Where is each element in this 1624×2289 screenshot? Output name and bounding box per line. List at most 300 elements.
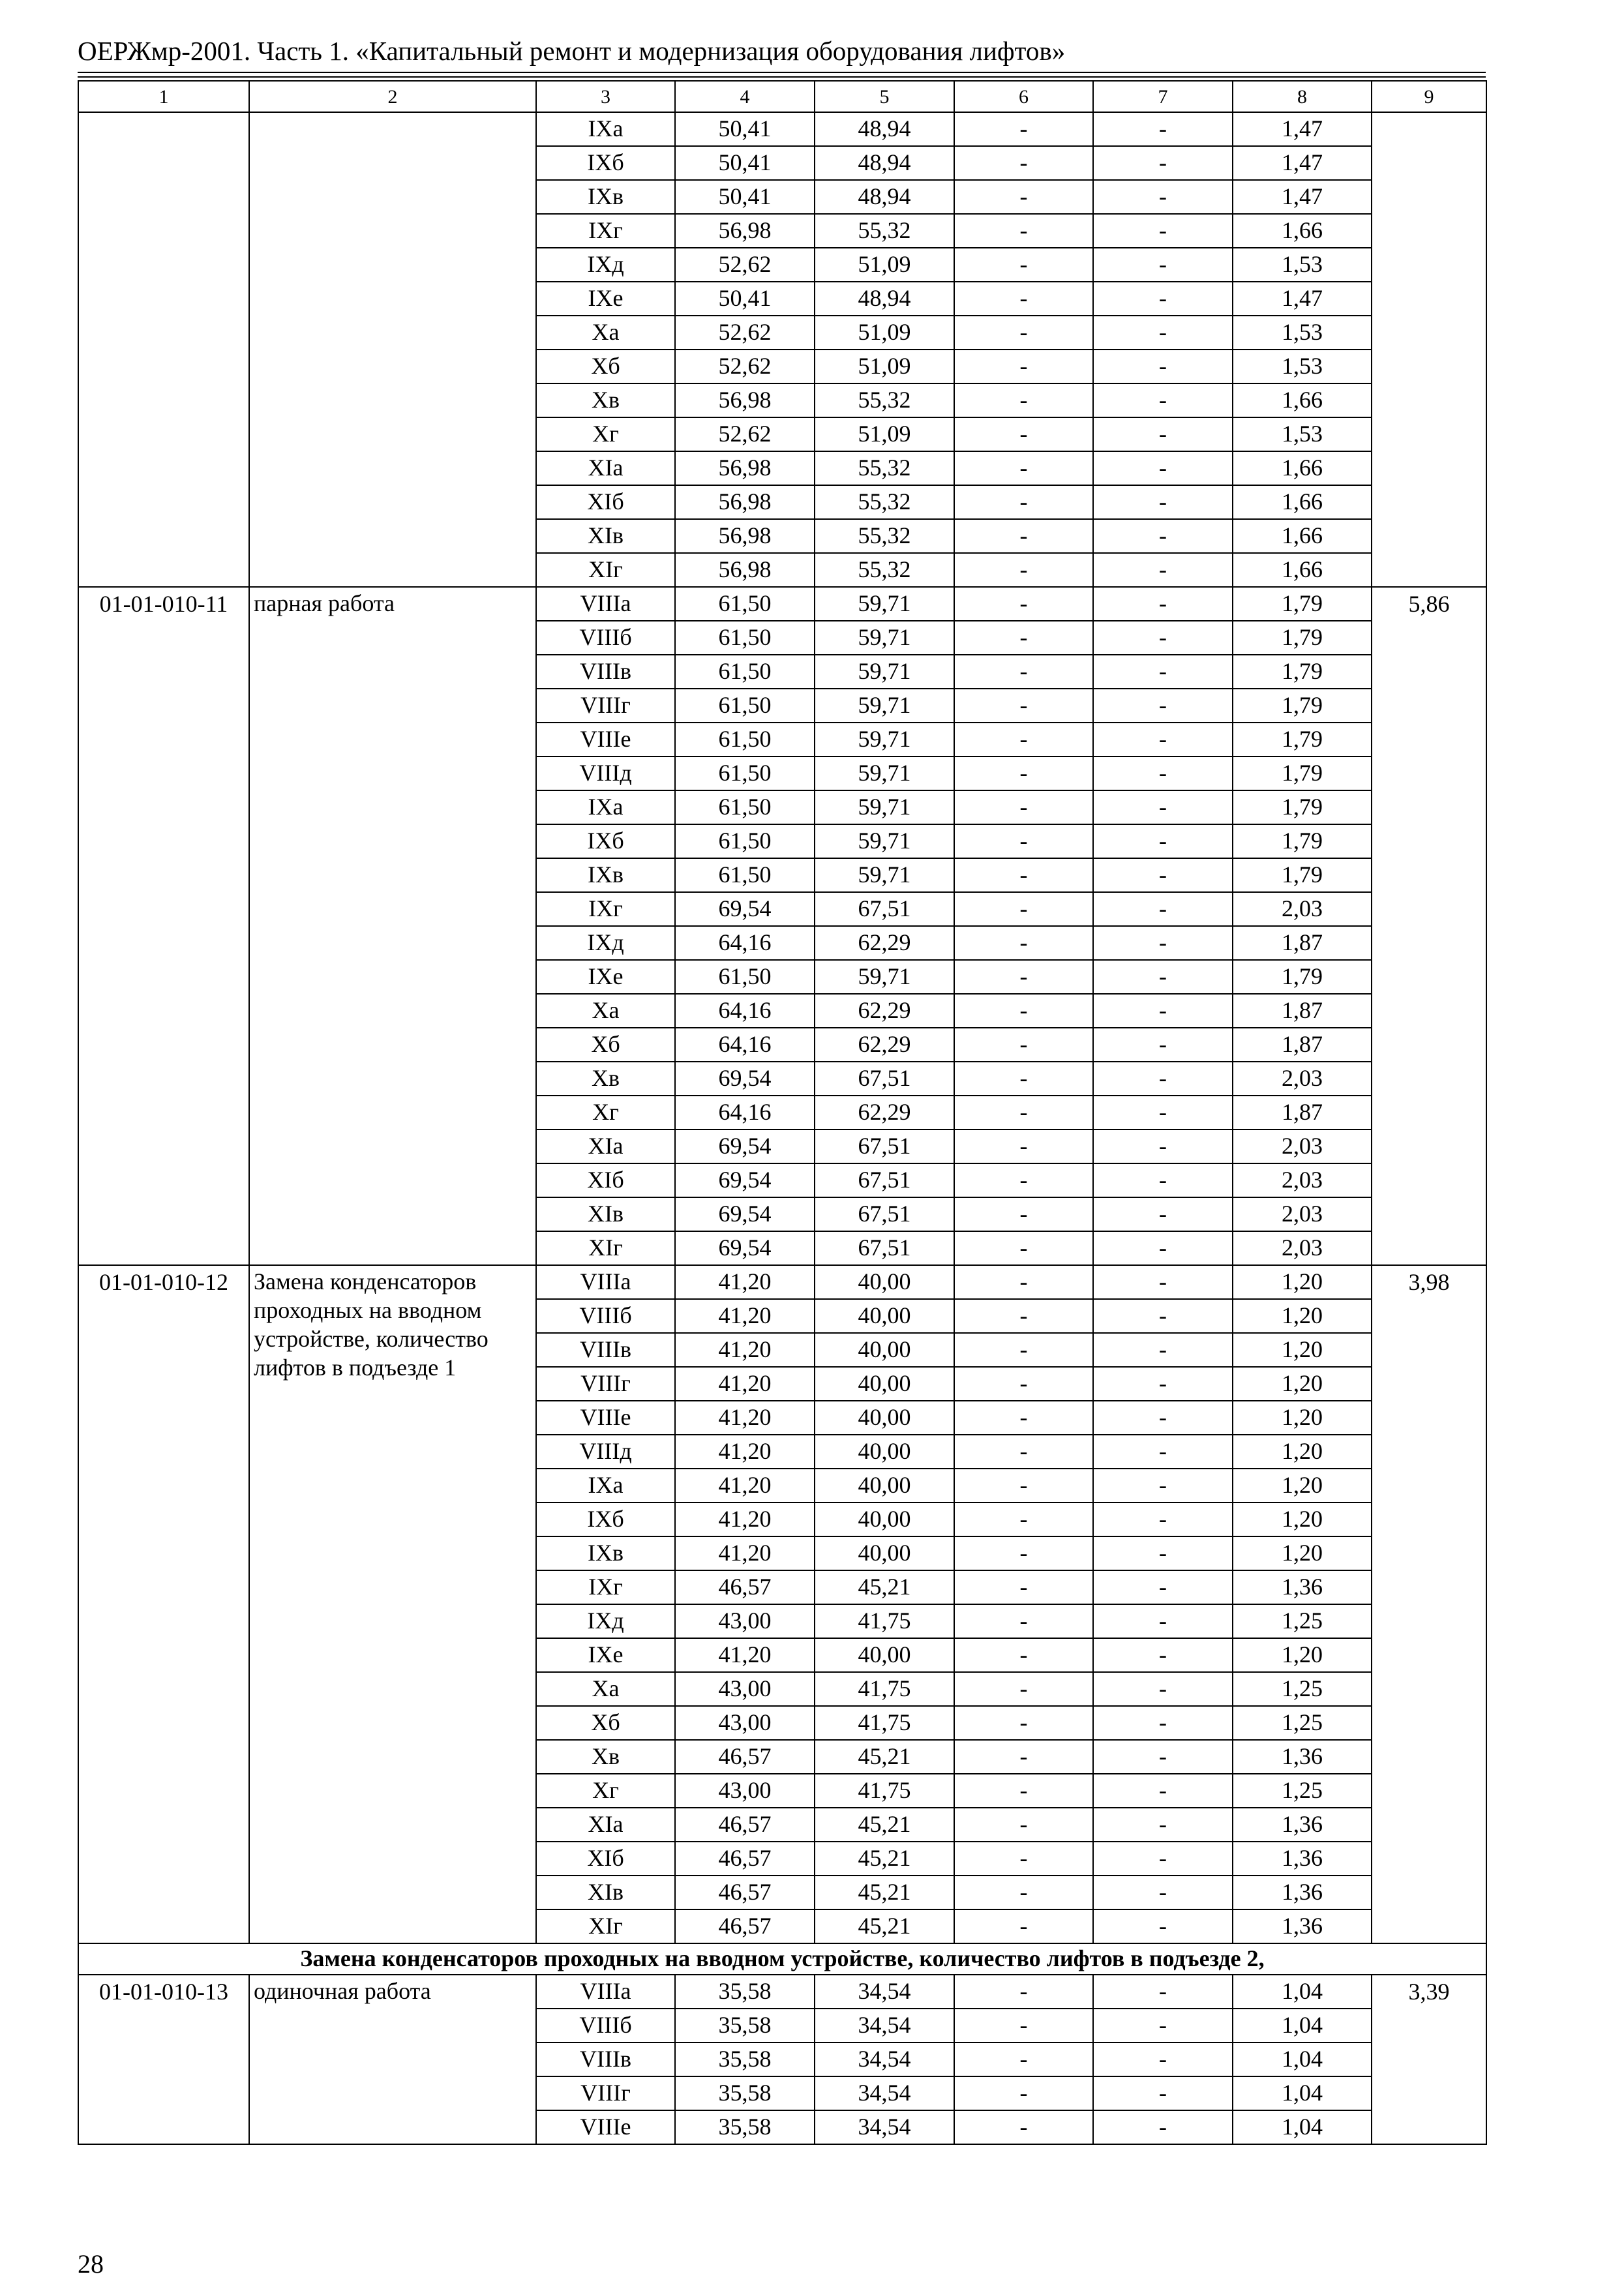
value-col8-cell: 1,66 bbox=[1233, 214, 1372, 248]
value-col6-cell: - bbox=[954, 1503, 1093, 1536]
value-col4-cell: 35,58 bbox=[675, 2110, 815, 2144]
value-col7-cell: - bbox=[1093, 1231, 1233, 1265]
rate-total bbox=[1372, 112, 1486, 587]
rate-total: 3,98 bbox=[1372, 1265, 1486, 1943]
table-row bbox=[78, 1975, 1486, 2009]
value-col4-cell: 69,54 bbox=[675, 1062, 815, 1096]
value-col5-cell: 40,00 bbox=[815, 1299, 954, 1333]
value-col4-cell: 64,16 bbox=[675, 1028, 815, 1062]
value-col8-cell: 1,79 bbox=[1233, 790, 1372, 824]
value-col7-cell: - bbox=[1093, 2076, 1233, 2110]
value-col6-cell: - bbox=[954, 180, 1093, 214]
value-col5-cell: 51,09 bbox=[815, 248, 954, 282]
value-col8-cell: 1,66 bbox=[1233, 451, 1372, 485]
value-col7-cell: - bbox=[1093, 383, 1233, 417]
value-col5-cell: 59,71 bbox=[815, 824, 954, 858]
value-col6-cell: - bbox=[954, 1638, 1093, 1672]
category-cell: VIIIб bbox=[536, 1299, 675, 1333]
column-number: 7 bbox=[1093, 81, 1233, 112]
value-col4-cell: 69,54 bbox=[675, 1231, 815, 1265]
value-col5-cell: 40,00 bbox=[815, 1265, 954, 1299]
category-cell: VIIIа bbox=[536, 1975, 675, 2009]
value-col6-cell: - bbox=[954, 146, 1093, 180]
category-cell: VIIIб bbox=[536, 2009, 675, 2042]
value-col6-cell: - bbox=[954, 824, 1093, 858]
value-col6-cell: - bbox=[954, 1299, 1093, 1333]
value-col5-cell: 62,29 bbox=[815, 1096, 954, 1130]
value-col4-cell: 41,20 bbox=[675, 1401, 815, 1435]
value-col6-cell: - bbox=[954, 485, 1093, 519]
value-col8-cell: 1,47 bbox=[1233, 180, 1372, 214]
rate-description bbox=[249, 112, 536, 587]
value-col5-cell: 67,51 bbox=[815, 1197, 954, 1231]
value-col7-cell: - bbox=[1093, 960, 1233, 994]
value-col6-cell: - bbox=[954, 1028, 1093, 1062]
category-cell: VIIIе bbox=[536, 1401, 675, 1435]
value-col5-cell: 45,21 bbox=[815, 1570, 954, 1604]
category-cell: XIг bbox=[536, 553, 675, 587]
value-col7-cell: - bbox=[1093, 2042, 1233, 2076]
value-col8-cell: 2,03 bbox=[1233, 1197, 1372, 1231]
value-col7-cell: - bbox=[1093, 1909, 1233, 1943]
category-cell: VIIIа bbox=[536, 587, 675, 621]
value-col8-cell: 1,79 bbox=[1233, 587, 1372, 621]
category-cell: VIIIг bbox=[536, 689, 675, 723]
value-col4-cell: 35,58 bbox=[675, 1975, 815, 2009]
value-col6-cell: - bbox=[954, 1435, 1093, 1469]
value-col5-cell: 40,00 bbox=[815, 1333, 954, 1367]
category-cell: IXе bbox=[536, 960, 675, 994]
value-col6-cell: - bbox=[954, 248, 1093, 282]
value-col4-cell: 41,20 bbox=[675, 1638, 815, 1672]
category-cell: VIIIе bbox=[536, 2110, 675, 2144]
column-number: 3 bbox=[536, 81, 675, 112]
rate-code: 01-01-010-11 bbox=[78, 587, 249, 1265]
value-col6-cell: - bbox=[954, 756, 1093, 790]
value-col4-cell: 69,54 bbox=[675, 1130, 815, 1163]
value-col4-cell: 41,20 bbox=[675, 1536, 815, 1570]
value-col7-cell: - bbox=[1093, 451, 1233, 485]
category-cell: VIIIд bbox=[536, 1435, 675, 1469]
value-col5-cell: 48,94 bbox=[815, 282, 954, 316]
value-col5-cell: 34,54 bbox=[815, 2009, 954, 2042]
rate-description: одиночная работа bbox=[249, 1975, 536, 2144]
value-col4-cell: 61,50 bbox=[675, 824, 815, 858]
value-col8-cell: 1,20 bbox=[1233, 1638, 1372, 1672]
value-col8-cell: 1,25 bbox=[1233, 1706, 1372, 1740]
value-col7-cell: - bbox=[1093, 756, 1233, 790]
value-col5-cell: 59,71 bbox=[815, 689, 954, 723]
category-cell: IXг bbox=[536, 892, 675, 926]
category-cell: IXб bbox=[536, 146, 675, 180]
value-col4-cell: 52,62 bbox=[675, 248, 815, 282]
section-row bbox=[78, 1943, 1486, 1975]
value-col5-cell: 51,09 bbox=[815, 316, 954, 350]
value-col5-cell: 62,29 bbox=[815, 926, 954, 960]
value-col5-cell: 45,21 bbox=[815, 1909, 954, 1943]
value-col4-cell: 41,20 bbox=[675, 1367, 815, 1401]
value-col4-cell: 43,00 bbox=[675, 1604, 815, 1638]
value-col8-cell: 2,03 bbox=[1233, 1130, 1372, 1163]
value-col5-cell: 40,00 bbox=[815, 1367, 954, 1401]
value-col8-cell: 1,20 bbox=[1233, 1265, 1372, 1299]
category-cell: Xб bbox=[536, 1028, 675, 1062]
value-col5-cell: 62,29 bbox=[815, 1028, 954, 1062]
value-col6-cell: - bbox=[954, 926, 1093, 960]
value-col4-cell: 35,58 bbox=[675, 2042, 815, 2076]
value-col6-cell: - bbox=[954, 316, 1093, 350]
value-col8-cell: 2,03 bbox=[1233, 1062, 1372, 1096]
category-cell: VIIIв bbox=[536, 655, 675, 689]
value-col7-cell: - bbox=[1093, 723, 1233, 756]
value-col7-cell: - bbox=[1093, 1299, 1233, 1333]
category-cell: Xв bbox=[536, 1062, 675, 1096]
value-col4-cell: 46,57 bbox=[675, 1740, 815, 1774]
category-cell: Xб bbox=[536, 1706, 675, 1740]
category-cell: IXе bbox=[536, 282, 675, 316]
value-col5-cell: 67,51 bbox=[815, 1062, 954, 1096]
value-col4-cell: 69,54 bbox=[675, 1163, 815, 1197]
value-col6-cell: - bbox=[954, 858, 1093, 892]
value-col7-cell: - bbox=[1093, 1604, 1233, 1638]
value-col4-cell: 69,54 bbox=[675, 1197, 815, 1231]
value-col8-cell: 1,04 bbox=[1233, 2110, 1372, 2144]
value-col6-cell: - bbox=[954, 1231, 1093, 1265]
category-cell: IXг bbox=[536, 214, 675, 248]
value-col8-cell: 1,79 bbox=[1233, 960, 1372, 994]
category-cell: IXб bbox=[536, 824, 675, 858]
value-col8-cell: 1,04 bbox=[1233, 2042, 1372, 2076]
value-col4-cell: 64,16 bbox=[675, 1096, 815, 1130]
value-col8-cell: 1,36 bbox=[1233, 1570, 1372, 1604]
value-col5-cell: 45,21 bbox=[815, 1808, 954, 1842]
value-col7-cell: - bbox=[1093, 1842, 1233, 1876]
value-col5-cell: 51,09 bbox=[815, 350, 954, 383]
value-col6-cell: - bbox=[954, 790, 1093, 824]
value-col5-cell: 41,75 bbox=[815, 1706, 954, 1740]
value-col7-cell: - bbox=[1093, 1028, 1233, 1062]
value-col4-cell: 43,00 bbox=[675, 1706, 815, 1740]
value-col8-cell: 1,20 bbox=[1233, 1503, 1372, 1536]
value-col6-cell: - bbox=[954, 723, 1093, 756]
value-col6-cell: - bbox=[954, 892, 1093, 926]
rate-code: 01-01-010-12 bbox=[78, 1265, 249, 1943]
value-col4-cell: 50,41 bbox=[675, 180, 815, 214]
value-col4-cell: 52,62 bbox=[675, 316, 815, 350]
value-col4-cell: 35,58 bbox=[675, 2076, 815, 2110]
value-col7-cell: - bbox=[1093, 2110, 1233, 2144]
value-col7-cell: - bbox=[1093, 1163, 1233, 1197]
value-col7-cell: - bbox=[1093, 1740, 1233, 1774]
category-cell: XIв bbox=[536, 519, 675, 553]
value-col4-cell: 43,00 bbox=[675, 1672, 815, 1706]
value-col7-cell: - bbox=[1093, 587, 1233, 621]
value-col4-cell: 41,20 bbox=[675, 1503, 815, 1536]
column-number: 1 bbox=[78, 81, 249, 112]
value-col7-cell: - bbox=[1093, 824, 1233, 858]
value-col8-cell: 2,03 bbox=[1233, 1163, 1372, 1197]
value-col7-cell: - bbox=[1093, 417, 1233, 451]
value-col7-cell: - bbox=[1093, 1469, 1233, 1503]
value-col6-cell: - bbox=[954, 587, 1093, 621]
value-col4-cell: 56,98 bbox=[675, 553, 815, 587]
value-col4-cell: 56,98 bbox=[675, 214, 815, 248]
value-col8-cell: 1,20 bbox=[1233, 1435, 1372, 1469]
value-col5-cell: 55,32 bbox=[815, 553, 954, 587]
category-cell: XIа bbox=[536, 1130, 675, 1163]
value-col5-cell: 62,29 bbox=[815, 994, 954, 1028]
value-col4-cell: 41,20 bbox=[675, 1435, 815, 1469]
value-col4-cell: 46,57 bbox=[675, 1909, 815, 1943]
value-col5-cell: 48,94 bbox=[815, 112, 954, 146]
value-col7-cell: - bbox=[1093, 485, 1233, 519]
value-col8-cell: 1,79 bbox=[1233, 723, 1372, 756]
value-col8-cell: 1,79 bbox=[1233, 689, 1372, 723]
value-col7-cell: - bbox=[1093, 1401, 1233, 1435]
category-cell: IXв bbox=[536, 180, 675, 214]
category-cell: VIIIб bbox=[536, 621, 675, 655]
value-col7-cell: - bbox=[1093, 621, 1233, 655]
value-col6-cell: - bbox=[954, 417, 1093, 451]
category-cell: Xг bbox=[536, 1774, 675, 1808]
value-col8-cell: 1,79 bbox=[1233, 756, 1372, 790]
category-cell: VIIIе bbox=[536, 723, 675, 756]
value-col4-cell: 46,57 bbox=[675, 1808, 815, 1842]
rate-total: 3,39 bbox=[1372, 1975, 1486, 2144]
value-col7-cell: - bbox=[1093, 1096, 1233, 1130]
value-col6-cell: - bbox=[954, 1163, 1093, 1197]
value-col5-cell: 40,00 bbox=[815, 1435, 954, 1469]
value-col6-cell: - bbox=[954, 994, 1093, 1028]
value-col8-cell: 1,79 bbox=[1233, 655, 1372, 689]
column-number: 8 bbox=[1233, 81, 1372, 112]
category-cell: XIа bbox=[536, 1808, 675, 1842]
value-col6-cell: - bbox=[954, 1570, 1093, 1604]
value-col5-cell: 34,54 bbox=[815, 2076, 954, 2110]
value-col6-cell: - bbox=[954, 282, 1093, 316]
value-col7-cell: - bbox=[1093, 1197, 1233, 1231]
value-col5-cell: 34,54 bbox=[815, 2042, 954, 2076]
value-col5-cell: 34,54 bbox=[815, 1975, 954, 2009]
value-col4-cell: 46,57 bbox=[675, 1842, 815, 1876]
category-cell: IXд bbox=[536, 248, 675, 282]
value-col6-cell: - bbox=[954, 1062, 1093, 1096]
value-col7-cell: - bbox=[1093, 350, 1233, 383]
category-cell: Xв bbox=[536, 1740, 675, 1774]
value-col4-cell: 41,20 bbox=[675, 1299, 815, 1333]
rate-code: 01-01-010-13 bbox=[78, 1975, 249, 2144]
value-col6-cell: - bbox=[954, 1469, 1093, 1503]
page-header: ОЕРЖмр-2001. Часть 1. «Капитальный ремонт и модернизация оборудования лифтов» bbox=[78, 36, 1066, 66]
value-col7-cell: - bbox=[1093, 146, 1233, 180]
value-col6-cell: - bbox=[954, 2042, 1093, 2076]
value-col4-cell: 64,16 bbox=[675, 994, 815, 1028]
value-col6-cell: - bbox=[954, 1265, 1093, 1299]
value-col5-cell: 59,71 bbox=[815, 960, 954, 994]
value-col4-cell: 56,98 bbox=[675, 451, 815, 485]
value-col5-cell: 59,71 bbox=[815, 587, 954, 621]
value-col8-cell: 1,79 bbox=[1233, 824, 1372, 858]
value-col6-cell: - bbox=[954, 553, 1093, 587]
value-col7-cell: - bbox=[1093, 1774, 1233, 1808]
value-col5-cell: 67,51 bbox=[815, 892, 954, 926]
value-col8-cell: 1,66 bbox=[1233, 485, 1372, 519]
value-col4-cell: 46,57 bbox=[675, 1570, 815, 1604]
value-col7-cell: - bbox=[1093, 1265, 1233, 1299]
value-col6-cell: - bbox=[954, 689, 1093, 723]
value-col6-cell: - bbox=[954, 1740, 1093, 1774]
value-col4-cell: 56,98 bbox=[675, 485, 815, 519]
value-col7-cell: - bbox=[1093, 112, 1233, 146]
value-col7-cell: - bbox=[1093, 892, 1233, 926]
value-col8-cell: 1,87 bbox=[1233, 1028, 1372, 1062]
column-number: 5 bbox=[815, 81, 954, 112]
value-col7-cell: - bbox=[1093, 1367, 1233, 1401]
value-col6-cell: - bbox=[954, 1774, 1093, 1808]
value-col4-cell: 50,41 bbox=[675, 112, 815, 146]
value-col4-cell: 61,50 bbox=[675, 723, 815, 756]
value-col4-cell: 56,98 bbox=[675, 383, 815, 417]
value-col7-cell: - bbox=[1093, 553, 1233, 587]
category-cell: XIг bbox=[536, 1909, 675, 1943]
value-col7-cell: - bbox=[1093, 790, 1233, 824]
rates-table bbox=[78, 80, 1487, 2145]
value-col8-cell: 1,36 bbox=[1233, 1909, 1372, 1943]
value-col4-cell: 64,16 bbox=[675, 926, 815, 960]
value-col4-cell: 43,00 bbox=[675, 1774, 815, 1808]
value-col6-cell: - bbox=[954, 2009, 1093, 2042]
table-row bbox=[78, 112, 1486, 146]
column-number: 4 bbox=[675, 81, 815, 112]
value-col4-cell: 56,98 bbox=[675, 519, 815, 553]
category-cell: IXе bbox=[536, 1638, 675, 1672]
category-cell: IXд bbox=[536, 1604, 675, 1638]
category-cell: Xв bbox=[536, 383, 675, 417]
value-col8-cell: 1,20 bbox=[1233, 1536, 1372, 1570]
value-col8-cell: 1,20 bbox=[1233, 1469, 1372, 1503]
value-col4-cell: 61,50 bbox=[675, 858, 815, 892]
value-col8-cell: 1,66 bbox=[1233, 519, 1372, 553]
value-col4-cell: 41,20 bbox=[675, 1469, 815, 1503]
value-col8-cell: 1,53 bbox=[1233, 350, 1372, 383]
value-col7-cell: - bbox=[1093, 519, 1233, 553]
value-col7-cell: - bbox=[1093, 248, 1233, 282]
category-cell: Xг bbox=[536, 1096, 675, 1130]
value-col5-cell: 59,71 bbox=[815, 756, 954, 790]
column-number: 9 bbox=[1372, 81, 1486, 112]
value-col6-cell: - bbox=[954, 621, 1093, 655]
value-col4-cell: 35,58 bbox=[675, 2009, 815, 2042]
value-col5-cell: 40,00 bbox=[815, 1503, 954, 1536]
category-cell: XIб bbox=[536, 1163, 675, 1197]
value-col4-cell: 46,57 bbox=[675, 1876, 815, 1909]
value-col8-cell: 1,53 bbox=[1233, 417, 1372, 451]
value-col5-cell: 40,00 bbox=[815, 1469, 954, 1503]
value-col6-cell: - bbox=[954, 1197, 1093, 1231]
value-col8-cell: 1,66 bbox=[1233, 553, 1372, 587]
value-col8-cell: 1,25 bbox=[1233, 1672, 1372, 1706]
value-col4-cell: 52,62 bbox=[675, 350, 815, 383]
value-col7-cell: - bbox=[1093, 1333, 1233, 1367]
header-rule bbox=[78, 72, 1486, 73]
category-cell: Xа bbox=[536, 1672, 675, 1706]
value-col8-cell: 1,79 bbox=[1233, 621, 1372, 655]
value-col8-cell: 2,03 bbox=[1233, 1231, 1372, 1265]
value-col7-cell: - bbox=[1093, 1706, 1233, 1740]
value-col8-cell: 1,79 bbox=[1233, 858, 1372, 892]
value-col8-cell: 1,36 bbox=[1233, 1876, 1372, 1909]
value-col4-cell: 41,20 bbox=[675, 1333, 815, 1367]
category-cell: IXа bbox=[536, 790, 675, 824]
value-col4-cell: 61,50 bbox=[675, 689, 815, 723]
value-col8-cell: 1,20 bbox=[1233, 1401, 1372, 1435]
value-col6-cell: - bbox=[954, 655, 1093, 689]
value-col5-cell: 55,32 bbox=[815, 451, 954, 485]
rate-description: парная работа bbox=[249, 587, 536, 1265]
value-col4-cell: 61,50 bbox=[675, 790, 815, 824]
value-col5-cell: 41,75 bbox=[815, 1774, 954, 1808]
value-col6-cell: - bbox=[954, 112, 1093, 146]
value-col7-cell: - bbox=[1093, 180, 1233, 214]
value-col4-cell: 61,50 bbox=[675, 587, 815, 621]
value-col5-cell: 67,51 bbox=[815, 1231, 954, 1265]
column-number: 2 bbox=[249, 81, 536, 112]
value-col5-cell: 45,21 bbox=[815, 1740, 954, 1774]
category-cell: XIа bbox=[536, 451, 675, 485]
value-col6-cell: - bbox=[954, 1604, 1093, 1638]
value-col7-cell: - bbox=[1093, 994, 1233, 1028]
value-col5-cell: 45,21 bbox=[815, 1876, 954, 1909]
value-col5-cell: 41,75 bbox=[815, 1672, 954, 1706]
value-col7-cell: - bbox=[1093, 1062, 1233, 1096]
value-col7-cell: - bbox=[1093, 858, 1233, 892]
value-col7-cell: - bbox=[1093, 1536, 1233, 1570]
value-col5-cell: 40,00 bbox=[815, 1536, 954, 1570]
category-cell: Xа bbox=[536, 994, 675, 1028]
value-col8-cell: 1,36 bbox=[1233, 1842, 1372, 1876]
rate-description: Замена конденсаторов проходных на вводном устройстве, количество лифтов в подъезде 1 bbox=[249, 1265, 536, 1943]
table-row bbox=[78, 587, 1486, 621]
value-col5-cell: 59,71 bbox=[815, 790, 954, 824]
value-col8-cell: 1,87 bbox=[1233, 926, 1372, 960]
value-col8-cell: 1,04 bbox=[1233, 2009, 1372, 2042]
value-col8-cell: 1,53 bbox=[1233, 316, 1372, 350]
value-col6-cell: - bbox=[954, 2110, 1093, 2144]
value-col5-cell: 59,71 bbox=[815, 723, 954, 756]
column-number: 6 bbox=[954, 81, 1093, 112]
value-col7-cell: - bbox=[1093, 689, 1233, 723]
value-col7-cell: - bbox=[1093, 655, 1233, 689]
value-col5-cell: 67,51 bbox=[815, 1130, 954, 1163]
value-col6-cell: - bbox=[954, 1672, 1093, 1706]
value-col7-cell: - bbox=[1093, 1638, 1233, 1672]
value-col6-cell: - bbox=[954, 1842, 1093, 1876]
value-col8-cell: 1,04 bbox=[1233, 1975, 1372, 2009]
value-col4-cell: 61,50 bbox=[675, 621, 815, 655]
rate-total: 5,86 bbox=[1372, 587, 1486, 1265]
category-cell: VIIIг bbox=[536, 2076, 675, 2110]
category-cell: VIIIд bbox=[536, 756, 675, 790]
value-col6-cell: - bbox=[954, 1808, 1093, 1842]
value-col8-cell: 1,36 bbox=[1233, 1740, 1372, 1774]
value-col8-cell: 1,20 bbox=[1233, 1333, 1372, 1367]
category-cell: Xб bbox=[536, 350, 675, 383]
value-col6-cell: - bbox=[954, 1706, 1093, 1740]
rate-code bbox=[78, 112, 249, 587]
value-col5-cell: 48,94 bbox=[815, 180, 954, 214]
value-col5-cell: 59,71 bbox=[815, 621, 954, 655]
value-col4-cell: 52,62 bbox=[675, 417, 815, 451]
